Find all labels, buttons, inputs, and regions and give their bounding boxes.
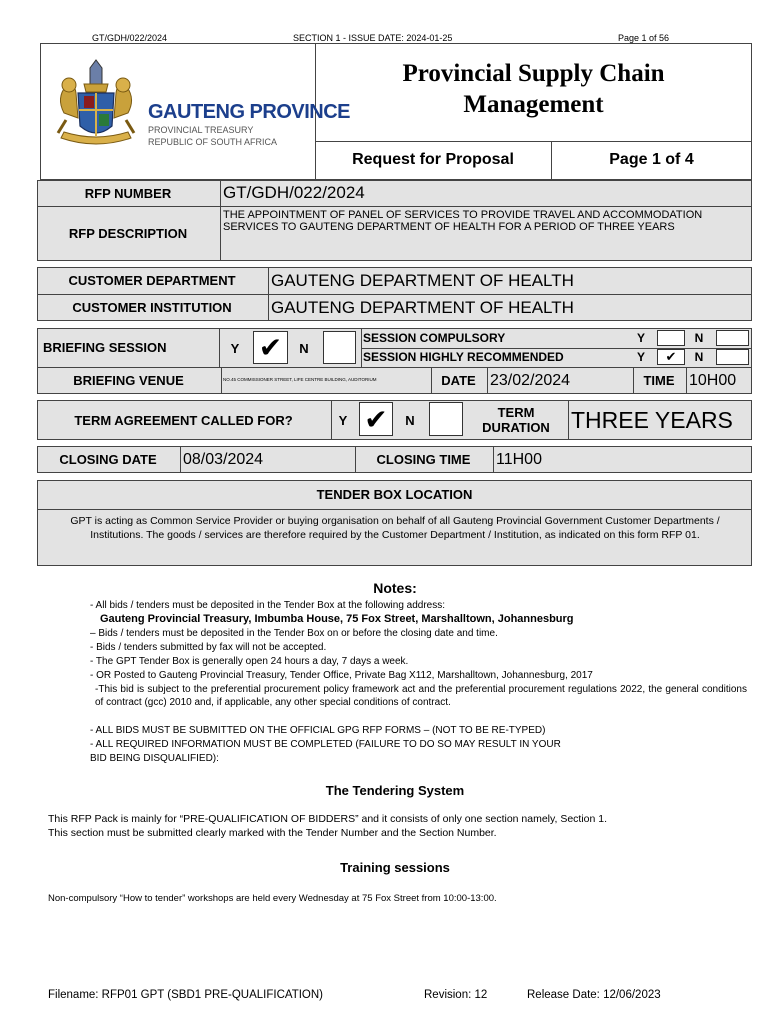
term-duration: THREE YEARS [571,406,733,433]
note-line: - ALL REQUIRED INFORMATION MUST BE COMPLETED (FAILURE TO DO SO MAY RESULT IN YOUR [90,739,561,750]
term-no-checkbox[interactable] [429,402,463,436]
recommended-no-label: N [694,350,704,364]
closing-time: 11H00 [496,450,542,468]
closing-date: 08/03/2024 [183,450,264,468]
session-compulsory-label: SESSION COMPULSORY [363,331,506,345]
term-duration-label-line2: DURATION [482,420,550,435]
logo-line2: REPUBLIC OF SOUTH AFRICA [148,137,278,147]
note-line: - ALL BIDS MUST BE SUBMITTED ON THE OFFICIAL GPG RFP FORMS – (NOT TO BE RE-TYPED) [90,725,546,736]
closing-time-label: CLOSING TIME [376,452,471,467]
customer-institution-label: CUSTOMER INSTITUTION [72,300,232,315]
term-yes-checkbox[interactable] [359,402,393,436]
note-line: -This bid is subject to the preferential procurement policy framework act and the preferential procurement regulations 2022, the general conditions of contract (gcc) 2010 and, if applicable, any other special conditions of contract. [95,684,747,708]
briefing-yes-label: Y [230,340,240,356]
notes-title: Notes: [373,580,417,596]
session-recommended-label: SESSION HIGHLY RECOMMENDED [363,350,564,364]
closing-date-label: CLOSING DATE [59,452,157,467]
compulsory-yes-checkbox[interactable] [657,330,685,346]
briefing-no-label: N [299,340,309,356]
compulsory-no-label: N [694,331,704,345]
customer-department: GAUTENG DEPARTMENT OF HEALTH [271,270,574,290]
footer-revision: Revision: 12 [424,989,488,1001]
briefing-time-label: TIME [643,373,675,388]
briefing-no-checkbox[interactable] [323,331,356,364]
check-icon: ✔ [258,332,283,363]
tender-box-text: GPT is acting as Common Service Provider or buying organisation on behalf of all Gauteng Provincial Government Customer Departments / Institutions. The goods / services are therefore required by the Customer Department / Institution, as indicated on this form RFP 01. [70,515,720,541]
note-line: BID BEING DISQUALIFIED): [90,753,219,764]
note-line: - The GPT Tender Box is generally open 24 hours a day, 7 days a week. [90,656,409,667]
logo-line1: PROVINCIAL TREASURY [148,125,254,135]
note-line: – Bids / tenders must be deposited in the Tender Box on or before the closing date and time. [90,628,498,639]
form-page-of: Page 1 of 4 [609,151,694,168]
recommended-yes-label: Y [636,350,645,364]
page-title [315,58,752,120]
training-paragraph: Non-compulsory “How to tender” workshops are held every Wednesday at 75 Fox Street from 10:00-13:00. [48,893,497,904]
term-no-label: N [405,412,415,428]
term-duration-label-line1: TERM [497,405,535,420]
term-agreement-label: TERM AGREEMENT CALLED FOR? [74,412,293,428]
term-yes-label: Y [338,412,348,428]
briefing-yes-checkbox[interactable] [253,331,288,364]
recommended-yes-checkbox[interactable] [657,349,685,365]
footer-release-date: Release Date: 12/06/2023 [527,989,661,1001]
tendering-title: The Tendering System [325,783,465,798]
small-check-icon: ✔ [665,349,677,364]
briefing-time: 10H00 [689,371,737,389]
coat-of-arms-icon [46,58,146,153]
section-issue-date: SECTION 1 - ISSUE DATE: 2024-01-25 [293,33,453,43]
tendering-paragraph-2: This section must be submitted clearly marked with the Tender Number and the Section Number. [48,827,497,839]
logo-name: GAUTENG PROVINCE [148,101,351,123]
customer-department-label: CUSTOMER DEPARTMENT [68,273,236,288]
note-address: Gauteng Provincial Treasury, Imbumba House, 75 Fox Street, Marshalltown, Johannesburg [100,613,574,625]
note-line: - Bids / tenders submitted by fax will not be accepted. [90,642,327,653]
tendering-paragraph-1: This RFP Pack is mainly for “PRE-QUALIFICATION OF BIDDERS” and it consists of only one section namely, Section 1. [48,813,608,825]
briefing-date-label: DATE [441,373,476,388]
note-line: - All bids / tenders must be deposited in the Tender Box at the following address: [90,600,446,611]
rfp-description: THE APPOINTMENT OF PANEL OF SERVICES TO PROVIDE TRAVEL AND ACCOMMODATION SERVICES TO GAUTENG DEPARTMENT OF HEALTH FOR A PERIOD OF THREE YEARS [223,209,703,233]
compulsory-yes-label: Y [636,331,645,345]
page-number: Page 1 of 56 [618,33,670,43]
briefing-session-label: BRIEFING SESSION [43,340,167,355]
recommended-no-checkbox[interactable] [716,349,749,365]
title-line1: Provincial Supply Chain [402,60,665,87]
compulsory-no-checkbox[interactable] [716,330,749,346]
note-line: - OR Posted to Gauteng Provincial Treasury, Tender Office, Private Bag X112, Marshalltown, Johannesburg, 2017 [90,670,593,681]
rfp-number-label: RFP NUMBER [84,185,172,201]
rfp-number: GT/GDH/022/2024 [223,183,365,202]
briefing-venue-label: BRIEFING VENUE [73,373,184,388]
term-check-icon: ✔ [364,403,388,435]
rfp-description-label: RFP DESCRIPTION [68,226,188,241]
customer-institution: GAUTENG DEPARTMENT OF HEALTH [271,297,574,317]
doc-reference: GT/GDH/022/2024 [92,33,168,43]
tender-box-title: TENDER BOX LOCATION [316,487,473,502]
subtitle: Request for Proposal [352,151,514,168]
footer-filename: Filename: RFP01 GPT (SBD1 PRE-QUALIFICATION) [48,989,323,1001]
training-title: Training sessions [340,860,450,875]
briefing-date: 23/02/2024 [490,371,571,389]
term-duration-label [466,402,566,438]
briefing-venue: NO.45 COMMISSIONER STREET, LIFE CENTRE BUILDING, AUDITORIUM [223,377,377,382]
title-line2: Management [463,91,604,118]
